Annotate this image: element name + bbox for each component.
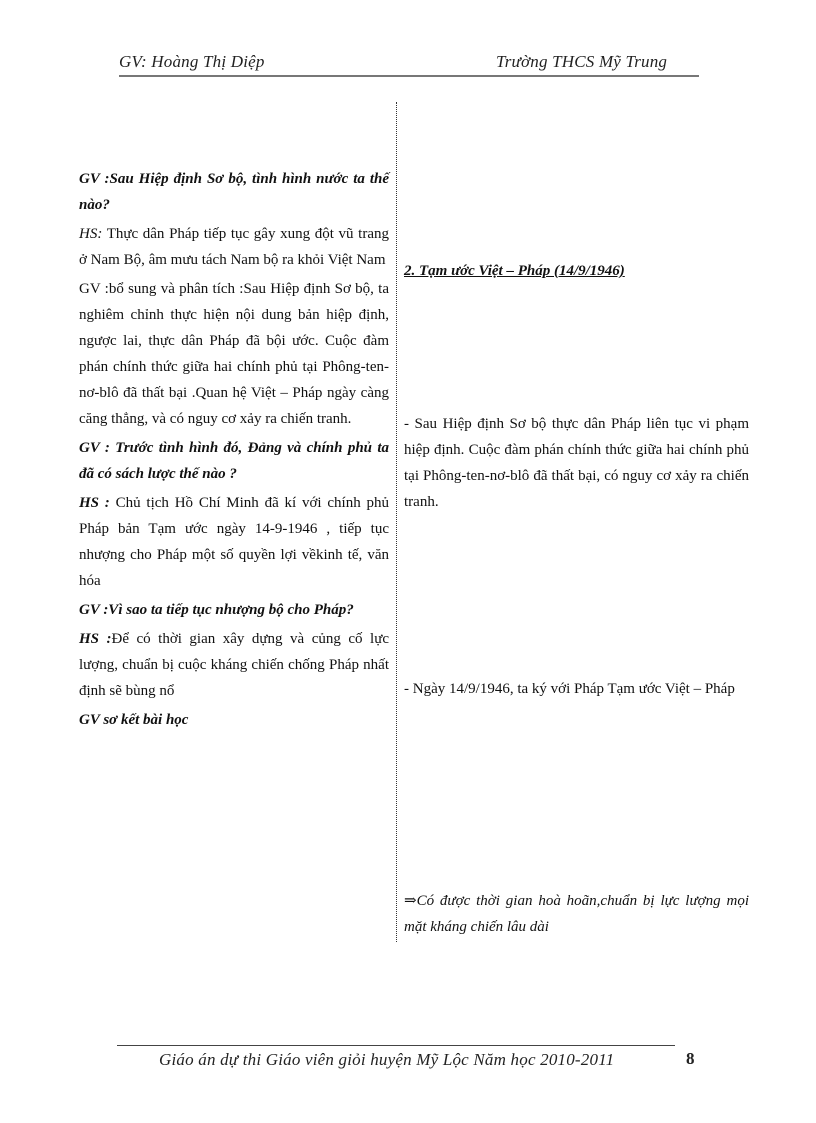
- question-block: [79, 597, 389, 623]
- question-text: GV :Vì sao ta tiếp tục nhượng bộ cho Pháp?: [79, 602, 354, 618]
- answer-text: Thực dân Pháp tiếp tục gây xung đột vũ trang ở Nam Bộ, âm mưu tách Nam bộ ra khỏi Việt Nam: [79, 226, 389, 268]
- answer-block: [79, 490, 389, 594]
- answer-text: Để có thời gian xây dựng và củng cố lực lượng, chuẩn bị cuộc kháng chiến chống Pháp nhất định sẽ bùng nổ: [79, 631, 389, 699]
- answer-text: Chủ tịch Hồ Chí Minh đã kí với chính phủ Pháp bản Tạm ước ngày 14-9-1946 , tiếp tục nhượng cho Pháp một số quyền lợi vềkinh tế, văn hóa: [79, 495, 389, 589]
- conclusion-block: [404, 888, 749, 940]
- section-heading: 2. Tạm ước Việt – Pháp (14/9/1946): [404, 263, 625, 279]
- question-text: Sau Hiệp định Sơ bộ, tình hình nước ta thế nào?: [79, 171, 389, 213]
- question-block: [79, 166, 389, 218]
- answer-block: [79, 626, 389, 704]
- answer-block: [79, 221, 389, 273]
- column-divider: [396, 102, 397, 942]
- answer-label: HS:: [79, 226, 103, 242]
- teacher-explanation: GV :bổ sung và phân tích :Sau Hiệp định Sơ bộ, ta nghiêm chỉnh thực hiện nội dung bản hiệp định, ngược lai, thực dân Pháp đã bội ước. Cuộc đàm phán chính thức giữa hai chính phủ tại Phông-ten-nơ-blô đã thất bại .Quan hệ Việt – Pháp ngày càng căng thẳng, và có nguy cơ xảy ra chiến tranh.: [79, 281, 389, 427]
- implies-arrow-icon: ⇒: [404, 893, 417, 909]
- section-heading-block: [404, 258, 749, 284]
- footer-divider: [117, 1045, 675, 1046]
- content-point-2: - Ngày 14/9/1946, ta ký với Pháp Tạm ước Việt – Pháp: [404, 681, 735, 697]
- page-number: 8: [686, 1049, 695, 1068]
- header-divider: [119, 75, 699, 77]
- summary-text: GV sơ kết bài học: [79, 712, 189, 728]
- header-teacher-name: GV: Hoàng Thị Diệp: [119, 52, 265, 71]
- conclusion-text: Có được thời gian hoà hoãn,chuẩn bị lực lượng mọi mặt kháng chiến lâu dài: [404, 893, 749, 935]
- answer-label: HS :: [79, 631, 112, 647]
- question-label: GV :: [79, 171, 110, 187]
- lesson-summary-label: [79, 707, 389, 733]
- question-text: GV : Trước tình hình đó, Đảng và chính phủ ta đã có sách lược thế nào ?: [79, 440, 389, 482]
- content-point-1: - Sau Hiệp định Sơ bộ thực dân Pháp liên tục vi phạm hiệp định. Cuộc đàm phán chính thức giữa hai chính phủ tại Phông-ten-nơ-blô đã thất bại, có nguy cơ xảy ra chiến tranh.: [404, 416, 749, 510]
- answer-label: HS :: [79, 495, 110, 511]
- footer-text: Giáo án dự thi Giáo viên giỏi huyện Mỹ Lộc Năm học 2010-2011: [159, 1050, 615, 1069]
- question-block: [79, 435, 389, 487]
- header-school-name: Trường THCS Mỹ Trung: [496, 52, 668, 71]
- teacher-student-activity-column: [79, 166, 389, 736]
